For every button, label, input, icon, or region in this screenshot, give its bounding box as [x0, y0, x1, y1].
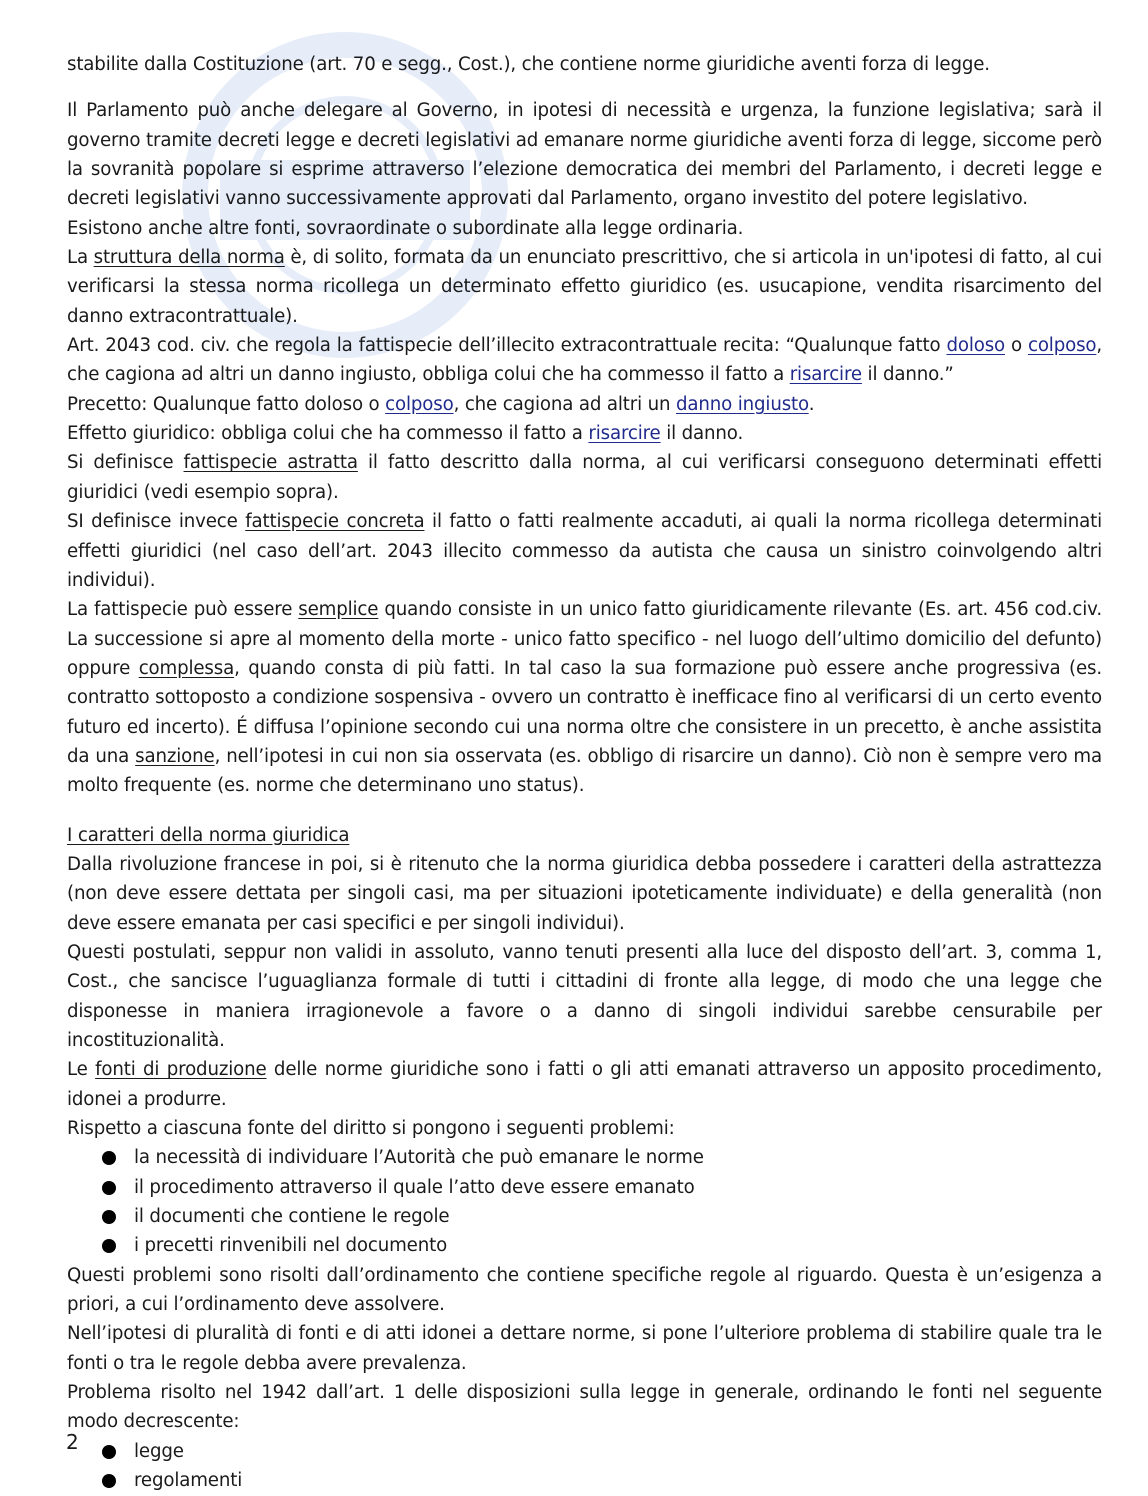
paragraph: Rispetto a ciascuna fonte del diritto si pongono i seguenti problemi: — [67, 1118, 675, 1140]
bullet-icon — [102, 1210, 116, 1224]
list-item: legge — [67, 1437, 1102, 1466]
bullet-list — [67, 1437, 1102, 1496]
bullet-icon — [102, 1181, 116, 1195]
underlined-term: complessa — [138, 657, 235, 679]
section-heading: I caratteri della norma giuridica — [67, 824, 350, 846]
paragraph: Problema risolto nel 1942 dall’art. 1 delle disposizioni sulla legge in generale, ordinando le fonti nel seguente modo decrescente: — [67, 1382, 1102, 1433]
underlined-term: struttura della norma — [93, 247, 285, 269]
paragraph: stabilite dalla Costituzione (art. 70 e segg., Cost.), che contiene norme giuridiche aventi forza di legge. — [67, 54, 990, 75]
document-body — [67, 50, 1102, 1496]
underlined-term: fonti di produzione — [95, 1059, 267, 1081]
paragraph: Dalla rivoluzione francese in poi, si è ritenuto che la norma giuridica debba possedere i caratteri della astrattezza (non deve essere dettata per singoli casi, ma per situazioni ipoteticamente individuate) e della generalità (non deve essere emanata per casi specifici e per singoli individui). — [67, 853, 1102, 934]
underlined-term: semplice — [298, 599, 379, 621]
link-colposo[interactable]: colposo — [1027, 335, 1097, 357]
list-item: il documenti che contiene le regole — [67, 1202, 1102, 1231]
link-danno-ingiusto[interactable]: danno ingiusto — [676, 393, 809, 415]
bullet-icon — [102, 1239, 116, 1253]
paragraph: Nell’ipotesi di pluralità di fonti e di atti idonei a dettare norme, si pone l’ulteriore problema di stabilire quale tra le fonti o tra le regole debba avere prevalenza. — [67, 1323, 1102, 1374]
paragraph: Esistono anche altre fonti, sovraordinate o subordinate alla legge ordinaria. — [67, 217, 744, 239]
link-colposo[interactable]: colposo — [385, 393, 454, 415]
paragraph: Si definisce fattispecie astratta il fatto descritto dalla norma, al cui verificarsi conseguono determinati effetti giuridici (vedi esempio sopra). — [67, 452, 1102, 503]
paragraph: Questi postulati, seppur non validi in assoluto, vanno tenuti presenti alla luce del disposto dell’art. 3, comma 1, Cost., che sancisce l’uguaglianza formale di tutti i cittadini di fronte alla legge, di modo che una legge che disponesse in maniera irragionevole a favore o a danno di singoli individui sarebbe censurabile per incostituzionalità. — [67, 941, 1102, 1051]
paragraph: Il Parlamento può anche delegare al Governo, in ipotesi di necessità e urgenza, la funzione legislativa; sarà il governo tramite decreti legge e decreti legislativi ad emanare norme giuridiche aventi forza di legge, siccome però la sovranità popolare si esprime attraverso l’elezione democratica dei membri del Parlamento, i decreti legge e decreti legislativi vanno successivamente approvati dal Parlamento, organo investito del potere legislativo. — [67, 100, 1102, 210]
bullet-icon — [102, 1445, 116, 1459]
paragraph: Art. 2043 cod. civ. che regola la fattispecie dell’illecito extracontrattuale recita: “Qualunque fatto doloso o colposo, che cagiona ad altri un danno ingiusto, obbliga colui che ha commesso il fatto a risarcire il danno.” — [67, 335, 1103, 386]
underlined-term: fattispecie concreta — [245, 511, 425, 533]
underlined-term: fattispecie astratta — [183, 452, 358, 474]
paragraph: SI definisce invece fattispecie concreta il fatto o fatti realmente accaduti, ai quali la norma ricollega determinati effetti giuridici (nel caso dell’art. 2043 illecito commesso da autista che causa un sinistro coinvolgendo altri individui). — [67, 511, 1102, 591]
paragraph: La fattispecie può essere semplice quando consiste in un unico fatto giuridicamente rilevante (Es. art. 456 cod.civ. La successione si apre al momento della morte - unico fatto specifico - nel luogo dell’ultimo domicilio del defunto) oppure complessa, quando consta di più fatti. In tal caso la sua formazione può essere anche progressiva (es. contratto sottoposto a condizione sospensiva - ovvero un contratto è inefficace fino al verificarsi di un certo evento futuro ed incerto). É diffusa l’opinione secondo cui una norma oltre che consistere in un precetto, è anche assistita da una sanzione, nell’ipotesi in cui non sia osservata (es. obbligo di risarcire un danno). Ciò non è sempre vero ma molto frequente (es. norme che determinano uno status). — [67, 599, 1102, 797]
paragraph: Questi problemi sono risolti dall’ordinamento che contiene specifiche regole al riguardo. Questa è un’esigenza a priori, a cui l’ordinamento deve assolvere. — [67, 1264, 1102, 1316]
list-item: il procedimento attraverso il quale l’atto deve essere emanato — [67, 1173, 1102, 1202]
bullet-icon — [102, 1151, 116, 1165]
paragraph: Le fonti di produzione delle norme giuridiche sono i fatti o gli atti emanati attraverso un apposito procedimento, idonei a produrre. — [67, 1059, 1102, 1110]
paragraph: La struttura della norma è, di solito, formata da un enunciato prescrittivo, che si articola in un'ipotesi di fatto, al cui verificarsi la stessa norma ricollega un determinato effetto giuridico (es. usucapione, vendita risarcimento del danno extracontrattuale). — [67, 247, 1102, 327]
list-item: regolamenti — [67, 1466, 1102, 1495]
page-number: 2 — [66, 1430, 79, 1454]
link-risarcire[interactable]: risarcire — [588, 423, 661, 445]
bullet-icon — [102, 1474, 116, 1488]
underlined-term: sanzione — [135, 745, 215, 767]
paragraph: Precetto: Qualunque fatto doloso o colposo, che cagiona ad altri un danno ingiusto. — [67, 393, 815, 415]
list-item: la necessità di individuare l’Autorità che può emanare le norme — [67, 1143, 1102, 1172]
list-item: i precetti rinvenibili nel documento — [67, 1231, 1102, 1260]
link-doloso[interactable]: doloso — [946, 335, 1006, 357]
bullet-list — [67, 1143, 1102, 1260]
link-risarcire[interactable]: risarcire — [789, 364, 862, 386]
paragraph: Effetto giuridico: obbliga colui che ha commesso il fatto a risarcire il danno. — [67, 423, 744, 445]
